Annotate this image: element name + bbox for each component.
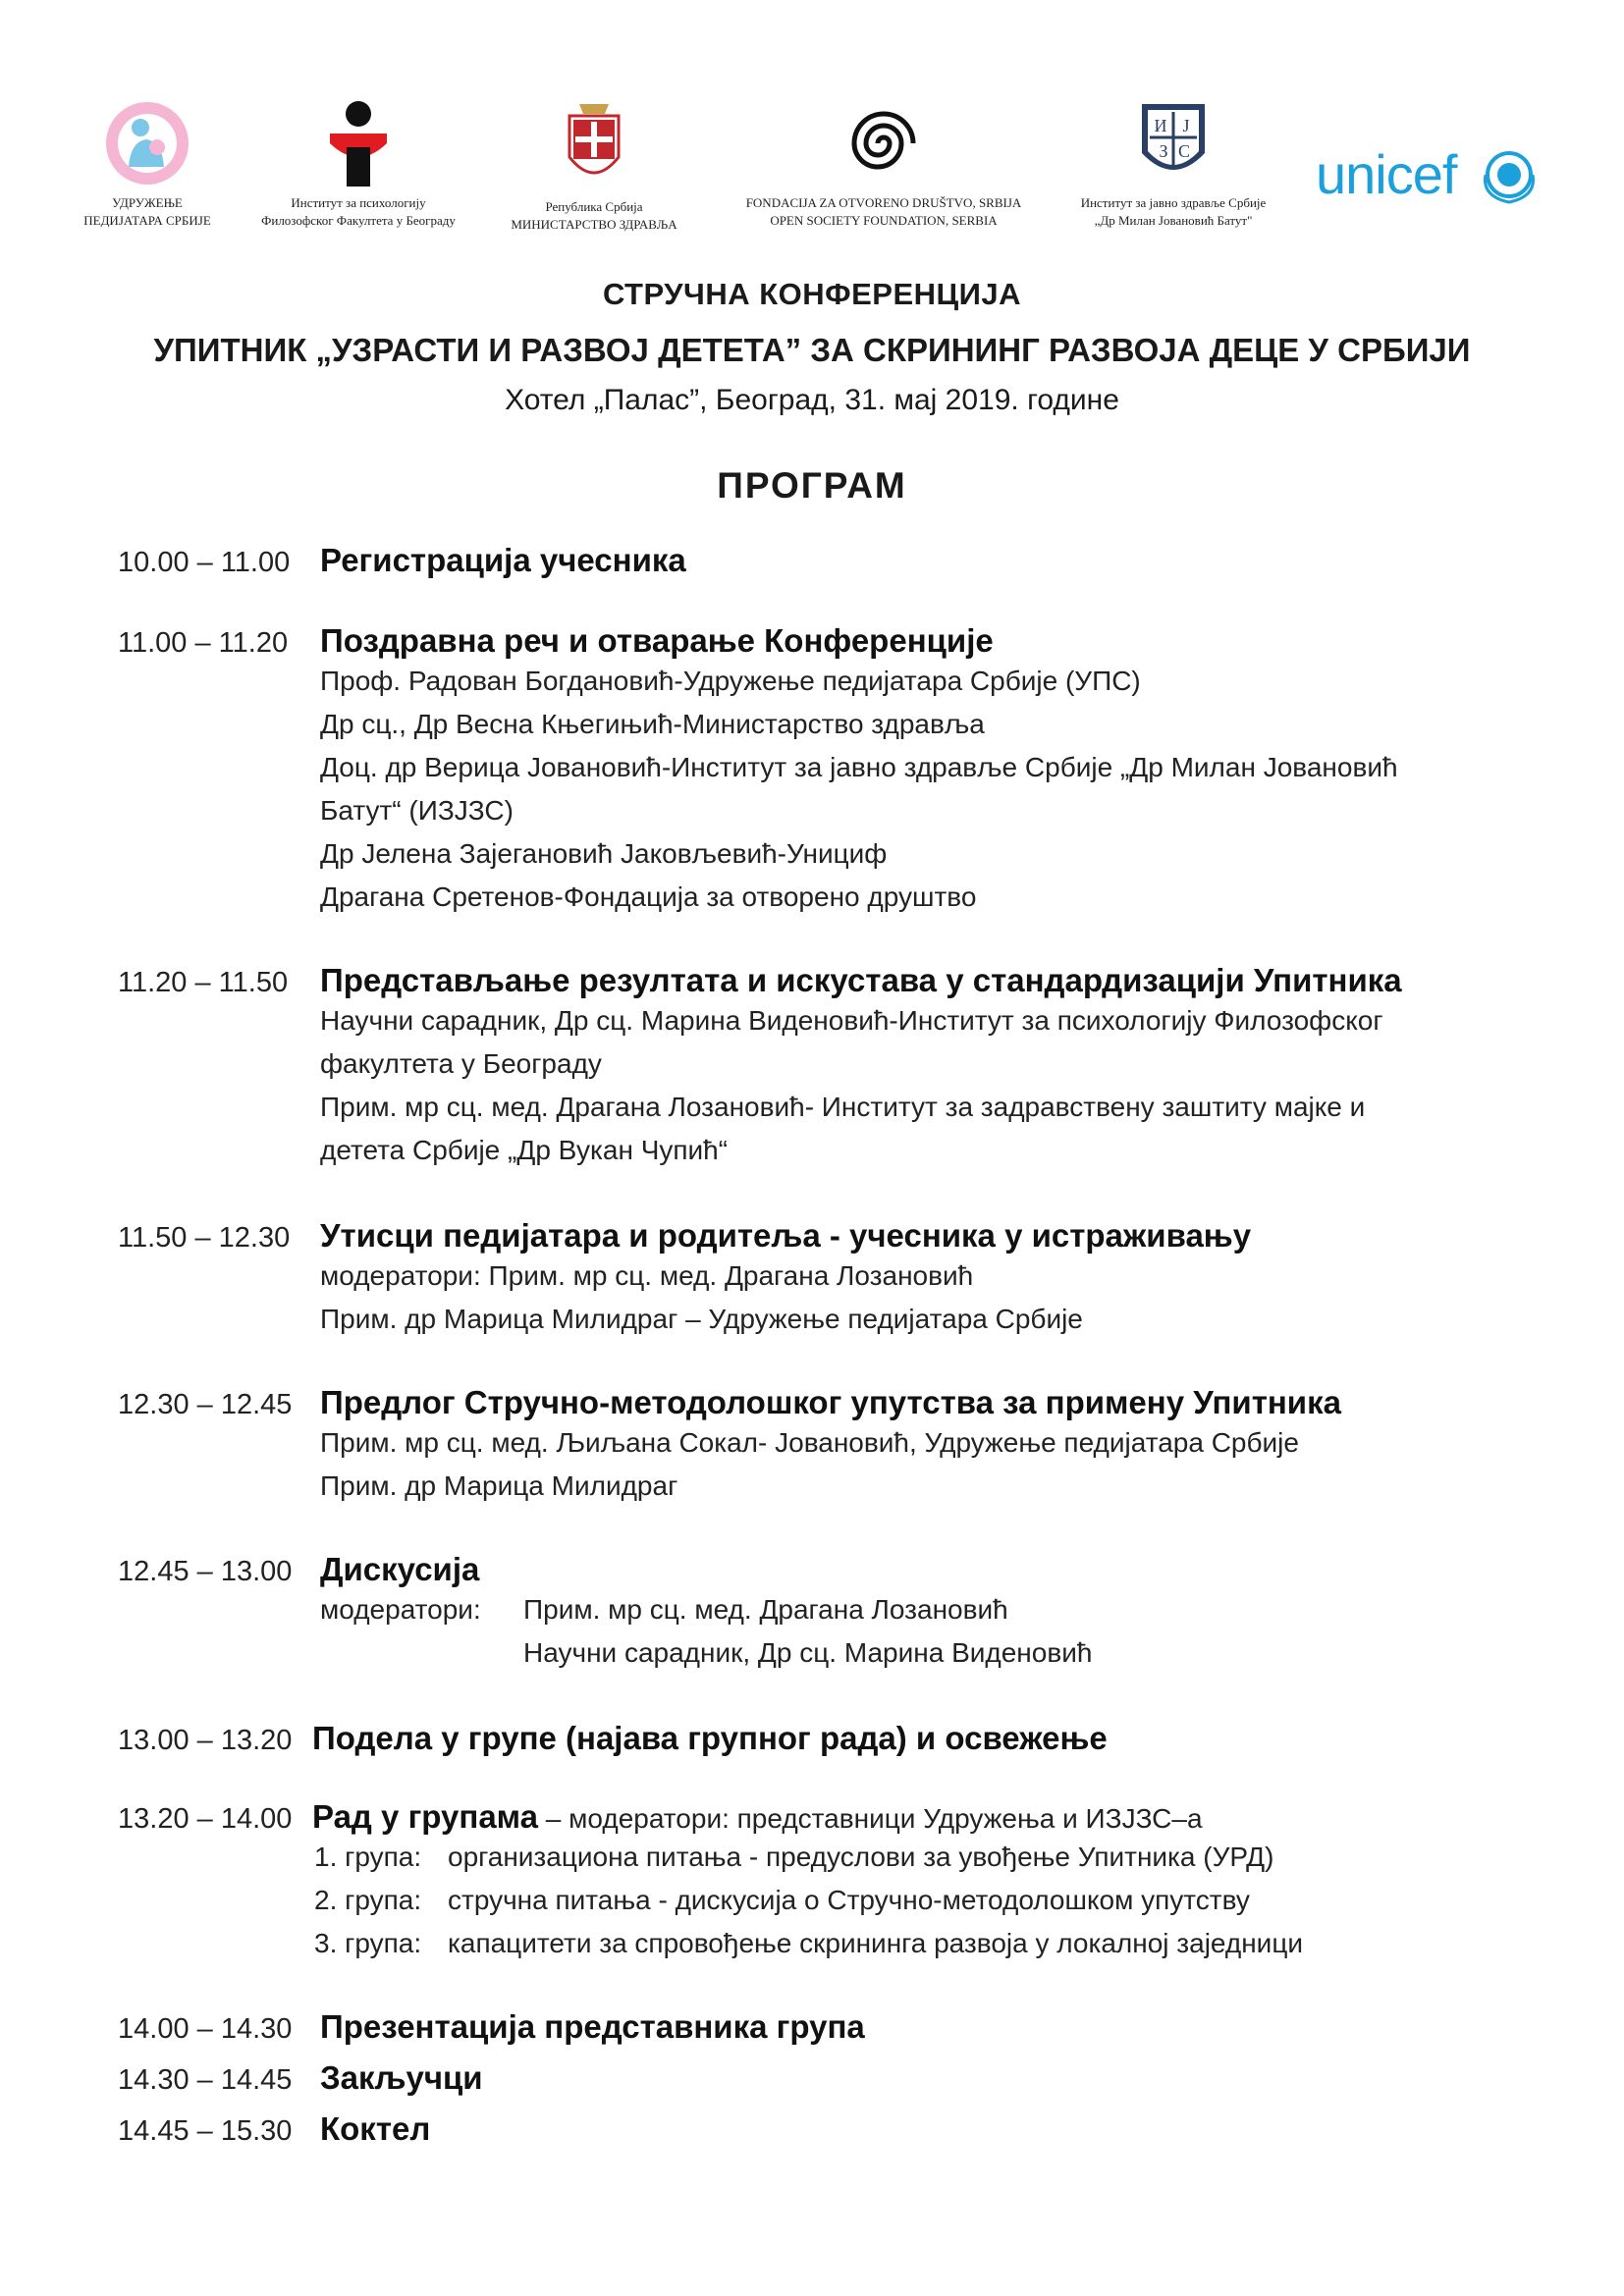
speaker-line: детета Србије „Др Вукан Чупић“ [320,1135,729,1165]
speaker-line: Научни сарадник, Др сц. Марина Виденовић-Институт за психологију Филозофског [320,1005,1383,1036]
speaker-line: Др Јелена Зајегановић Јаковљевић-Унициф [320,838,888,869]
item-title: Утисци педијатара и родитеља - учесника у истраживању [320,1217,1252,1254]
psych-emblem-icon [324,98,393,188]
schedule-item [118,1720,1108,1757]
item-time: 13.20 – 14.00 [118,1803,293,1835]
item-time: 14.30 – 14.45 [118,2064,293,2096]
psych-caption-line1: Институт за психологију [291,195,426,210]
speaker-line: Прим. др Марица Милидраг [320,1470,678,1501]
item-title: Регистрација учесника [320,542,686,578]
speaker-line: Батут“ (ИЗЈЗС) [320,795,514,826]
speaker-line: Прим. мр сц. мед. Љиљана Сокал- Јовановић, Удружење педијатара Србије [320,1427,1299,1458]
ministry-logo [491,98,697,234]
unicef-globe-icon [1480,145,1539,204]
batut-logo [1060,98,1286,230]
venue-date: Хотел „Палас”, Београд, 31. мај 2019. године [505,384,1119,416]
ministry-caption-line2: МИНИСТАРСТВО ЗДРАВЉА [511,217,677,232]
group-text: стручна питања - дискусија о Стручно-методолошком упутству [448,1885,1250,1915]
schedule-item [118,2008,865,2046]
item-time: 11.00 – 11.20 [118,627,289,659]
osf-spiral-icon [839,98,928,188]
batut-letter-2: Ј [1182,116,1190,135]
ministry-caption-line1: Република Србија [545,199,643,214]
schedule-item [118,1384,1341,1508]
schedule-item [118,622,1398,919]
item-title: Дискусија [320,1551,480,1587]
moderators-label: модератори: [320,1594,481,1625]
unicef-wordmark: unicef [1316,143,1457,205]
ups-emblem-icon [103,98,191,188]
batut-emblem-icon [1134,98,1213,188]
item-time: 10.00 – 11.00 [118,547,291,578]
group-label: 1. група: [314,1842,422,1872]
serbian-coat-of-arms-icon [560,98,628,192]
schedule-item [118,542,686,579]
speaker-line: Драгана Сретенов-Фондација за отворено друштво [320,881,977,912]
conference-type: СТРУЧНА КОНФЕРЕНЦИЈА [602,277,1022,311]
conference-title: УПИТНИК „УЗРАСТИ И РАЗВОЈ ДЕТЕТА” ЗА СКРИНИНГ РАЗВОЈА ДЕЦЕ У СРБИЈИ [153,332,1471,368]
batut-caption-line1: Институт за јавно здравље Србије [1080,195,1267,210]
schedule-item [118,1798,1303,1965]
item-title: Представљање резултата и искустава у стандардизацији Упитника [320,962,1402,998]
group-line [118,1879,1303,1922]
group-text: капацитети за спровођење скрининга развоја у локалној заједници [448,1928,1303,1958]
batut-caption-line2: „Др Милан Јовановић Батут" [1094,213,1253,228]
ups-caption-line1: УДРУЖЕЊЕ [112,195,183,210]
osf-caption-line2: OPEN SOCIETY FOUNDATION, SERBIA [770,213,998,228]
psych-institute-logo [236,98,481,230]
speaker-line: Проф. Радован Богдановић-Удружење педијатара Србије (УПС) [320,666,1141,696]
item-time: 12.45 – 13.00 [118,1556,293,1587]
osf-caption-line1: FONDACIJA ZA OTVORENO DRUŠTVO, SRBIJA [745,195,1022,210]
item-time: 14.45 – 15.30 [118,2115,293,2147]
schedule-item [118,1217,1251,1341]
moderators-line [118,1588,1092,1631]
batut-letter-4: С [1177,141,1191,161]
speaker-line: модератори: Прим. мр сц. мед. Драгана Лозановић [320,1260,974,1291]
item-time: 11.20 – 11.50 [118,967,289,998]
moderator-name: Прим. мр сц. мед. Драгана Лозановић [523,1594,1008,1625]
batut-letter-3: З [1159,141,1168,161]
logo-strip [69,98,1561,255]
item-time: 14.00 – 14.30 [118,2013,293,2045]
item-time: 11.50 – 12.30 [118,1222,291,1254]
item-time: 13.00 – 13.20 [118,1725,293,1756]
schedule-item [118,2110,430,2148]
osf-logo [717,98,1051,230]
speaker-line: факултета у Београду [320,1048,602,1079]
speaker-line: Доц. др Верица Јовановић-Институт за јавно здравље Србије „Др Милан Јовановић [320,752,1398,782]
item-title: Рад у групама [312,1798,539,1835]
group-line [118,1922,1303,1965]
group-line [118,1836,1303,1879]
schedule-item [118,1551,1092,1675]
item-title: Презентација представника група [320,2008,865,2045]
group-label: 3. група: [314,1928,422,1958]
item-title: Коктел [320,2110,431,2147]
speaker-line: Др сц., Др Весна Књегињић-Министарство здравља [320,709,985,739]
item-time: 12.30 – 12.45 [118,1389,293,1420]
item-title: Предлог Стручно-методолошког упутства за примену Упитника [320,1384,1341,1420]
group-label: 2. група: [314,1885,422,1915]
ups-logo [69,98,226,230]
unicef-logo [1316,145,1561,204]
schedule-item [118,2059,483,2097]
schedule-item [118,962,1402,1172]
program-heading: ПРОГРАМ [717,465,907,506]
group-text: организациона питања - предуслови за увођење Упитника (УРД) [448,1842,1274,1872]
item-title-suffix: – модератори: представници Удружења и ИЗЈЗС–а [538,1803,1203,1834]
item-title: Закључци [320,2059,483,2096]
moderator-name: Научни сарадник, Др сц. Марина Виденовић [523,1637,1093,1668]
speaker-line: Прим. др Марица Милидраг – Удружење педијатара Србије [320,1304,1083,1334]
batut-letter-1: И [1154,116,1167,135]
item-title: Подела у групе (најава групног рада) и освежење [312,1720,1108,1756]
item-title: Поздравна реч и отварање Конференције [320,622,994,659]
ups-caption-line2: ПЕДИЈАТАРА СРБИЈЕ [83,213,211,228]
speaker-line: Прим. мр сц. мед. Драгана Лозановић- Институт за задравствену заштиту мајке и [320,1092,1366,1122]
psych-caption-line2: Филозофског Факултета у Београду [261,213,456,228]
